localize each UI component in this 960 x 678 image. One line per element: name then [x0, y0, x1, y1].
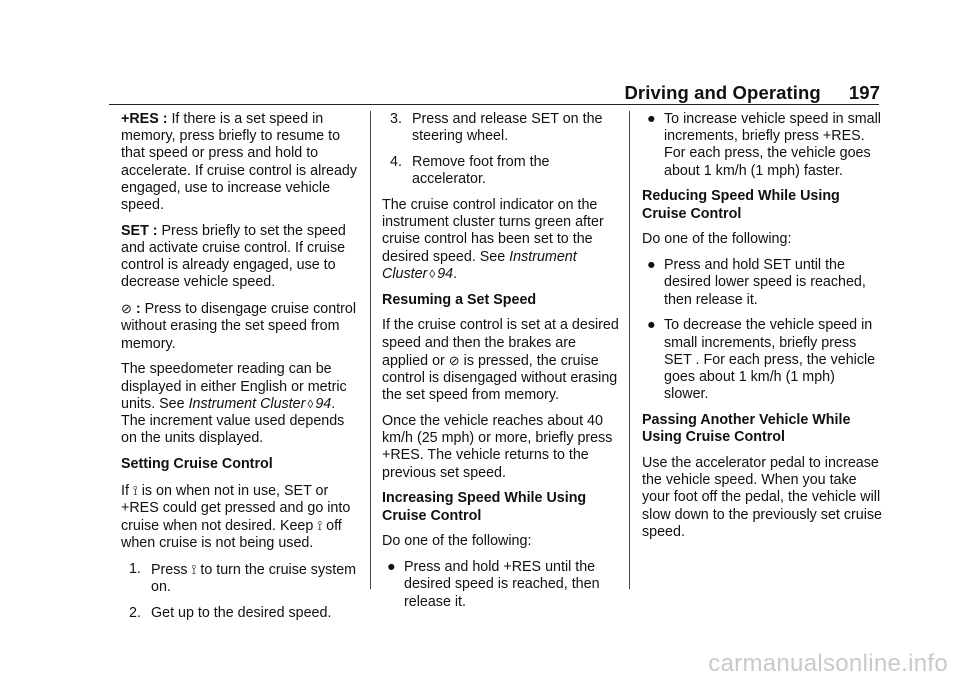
setting-heading: Setting Cruise Control [121, 456, 273, 473]
step-text: Remove foot from the accelerator. [412, 154, 550, 188]
indicator-paragraph [382, 197, 622, 283]
cruise-on-icon: ⟟ [132, 482, 138, 498]
set-paragraph [121, 223, 361, 292]
page-reference[interactable]: 94 [437, 265, 454, 282]
column-divider [370, 111, 371, 589]
bullet-icon: ● [647, 111, 656, 127]
setting-text-b: is on when not in use, SET or +RES could get pressed and go into cruise when not desired. Keep [121, 482, 351, 535]
step-number: 4. [390, 154, 402, 170]
do-one-text: Do one of the following: [382, 533, 532, 550]
watermark: carmanualsonline.info [708, 650, 948, 677]
passing-heading: Passing Another Vehicle While Using Cruise Control [642, 412, 851, 446]
step-3 [382, 111, 622, 145]
page-header [600, 82, 880, 104]
cancel-text: Press to disengage cruise control without erasing the set speed from memory. [121, 301, 357, 352]
resume-text-a: If the cruise control is set at a desired speed and then the brakes are applied or [382, 317, 619, 369]
resume-heading: Resuming a Set Speed [382, 291, 537, 308]
step-text: Press [151, 562, 192, 579]
bullet-icon: ● [647, 257, 656, 274]
cross-reference-icon: ◊ [307, 396, 314, 411]
cancel-paragraph [121, 300, 361, 353]
list-item [382, 559, 622, 611]
resume-paragraph [382, 317, 622, 404]
res-text: If there is a set speed in memory, press briefly to resume to that speed or press and hold to accelerate. If cruise control is already engaged, use to increase vehicle speed. [121, 111, 358, 214]
column-3 [642, 111, 882, 550]
step-number: 2. [129, 605, 141, 622]
list-item-text: Press and hold SET until the desired lower speed is reached, then release it. [664, 257, 866, 308]
column-divider [629, 111, 630, 589]
cruise-on-icon: ⟟ [191, 562, 197, 578]
res-label: +RES : [121, 111, 168, 127]
list-item [642, 111, 882, 180]
list-item-text: To decrease the vehicle speed in small increments, briefly press SET . For each press, the vehicle goes about 1 km/h (1 mph) slower. [664, 317, 876, 403]
setting-text-a: If [121, 482, 133, 499]
step-number: 3. [390, 111, 402, 127]
step-2 [121, 605, 361, 622]
step-text: Press and release SET on the steering wheel. [412, 111, 603, 145]
bullet-icon: ● [387, 559, 396, 576]
speedometer-paragraph [121, 361, 361, 447]
speedo-text-end: . The increment value used depends on the units displayed. [121, 395, 345, 447]
passing-paragraph: Use the accelerator pedal to increase the vehicle speed. When you take your foot off the pedal, the vehicle will slow down to the previously set cruise speed. [642, 455, 882, 540]
page-number: 197 [848, 82, 880, 103]
res-paragraph [121, 111, 361, 214]
cancel-label: : [131, 301, 141, 318]
indicator-text-end: . [453, 265, 458, 282]
section-title: Driving and Operating [624, 82, 821, 103]
speedo-text: The speedometer reading can be displayed in either English or metric units. See [121, 361, 347, 412]
column-1 [121, 111, 361, 631]
step-text: Get up to the desired speed. [151, 605, 332, 622]
instrument-cluster-link[interactable]: Instrument Cluster [188, 395, 306, 412]
bullet-icon: ● [647, 317, 656, 334]
increase-heading: Increasing Speed While Using Cruise Control [382, 490, 587, 524]
header-rule [109, 104, 879, 105]
list-item [642, 317, 882, 403]
step-1 [121, 561, 361, 596]
setting-text-c: off when cruise is not being used. [121, 518, 342, 552]
column-2 [382, 111, 622, 619]
resume-text-b: is pressed, the cruise control is disengaged without erasing the set speed from memory. [382, 352, 618, 404]
step-text: to turn the cruise system on. [151, 562, 357, 596]
list-item-text: Press and hold +RES until the desired speed is reached, then release it. [404, 559, 600, 610]
step-number: 1. [129, 561, 141, 578]
cruise-cancel-icon: ⊘ [448, 352, 460, 368]
setting-paragraph [121, 482, 361, 553]
reach-paragraph: Once the vehicle reaches about 40 km/h (25 mph) or more, briefly press +RES. The vehicle returns to the previous set speed. [382, 413, 613, 481]
list-item [642, 257, 882, 309]
instrument-cluster-link[interactable]: Instrument Cluster [382, 248, 577, 282]
cross-reference-icon: ◊ [429, 266, 436, 281]
cruise-on-icon: ⟟ [317, 518, 323, 534]
page-reference[interactable]: 94 [315, 395, 332, 412]
step-4 [382, 154, 622, 188]
indicator-text: The cruise control indicator on the instrument cluster turns green after cruise control has been set to the desired speed. See [382, 197, 604, 265]
reduce-heading: Reducing Speed While Using Cruise Control [642, 188, 840, 222]
set-text: Press briefly to set the speed and activate cruise control. If cruise control is already engaged, use to decrease vehicle speed. [121, 222, 346, 291]
set-label: SET : [121, 222, 158, 239]
cruise-cancel-icon: ⊘ [121, 301, 132, 317]
do-one-text: Do one of the following: [642, 231, 792, 248]
list-item-text: To increase vehicle speed in small increments, briefly press +RES. For each press, the vehicle goes about 1 km/h (1 mph) faster. [664, 111, 881, 179]
